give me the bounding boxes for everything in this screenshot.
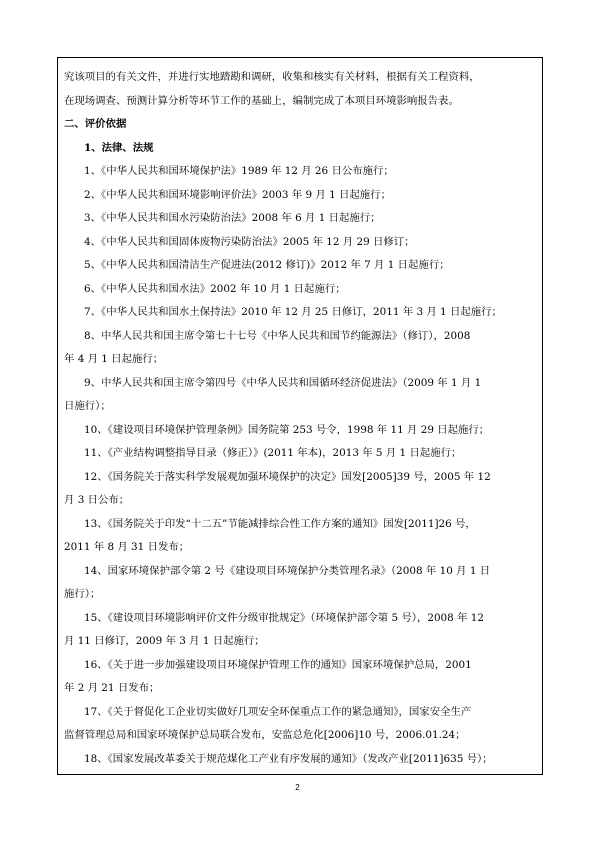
regulation-item-line-1: 8、中华人民共和国主席令第七十七号《中华人民共和国节约能源法》（修订），2008 bbox=[84, 329, 471, 342]
regulation-item bbox=[64, 207, 536, 231]
regulation-item-line-1: 13、《国务院关于印发“十二五”节能减排综合性工作方案的通知》国发[2011]26 号， bbox=[84, 517, 476, 530]
regulation-item-line-1: 10、《建设项目环境保护管理条例》国务院第 253 号令，1998 年 11 月 29 日起施行； bbox=[84, 423, 490, 436]
regulation-list bbox=[64, 160, 536, 771]
regulation-item-line-2: 月 3 日公布； bbox=[64, 494, 130, 506]
page-number: 2 bbox=[295, 783, 300, 792]
regulation-item bbox=[64, 654, 536, 701]
regulation-item-line-2: 日施行）； bbox=[64, 400, 111, 412]
regulation-item-line-1: 11、《产业结构调整指导目录（修正）》(2011 年本)，2013 年 5 月 1 日起施行； bbox=[84, 447, 462, 459]
regulation-item bbox=[64, 160, 536, 184]
regulation-item-line-1: 17、《关于督促化工企业切实做好几项安全环保重点工作的紧急通知》，国家安全生产 bbox=[84, 705, 472, 718]
regulation-item-line-2: 月 11 日修订，2009 年 3 月 1 日起施行； bbox=[64, 635, 265, 647]
regulation-item bbox=[64, 301, 536, 325]
regulation-item-line-1: 5、《中华人民共和国清洁生产促进法(2012 修订)》2012 年 7 月 1 日起施行； bbox=[84, 259, 450, 271]
regulation-item-line-1: 9、中华人民共和国主席令第四号《中华人民共和国循环经济促进法》（2009 年 1 月 1 bbox=[84, 376, 482, 389]
regulation-item-line-2: 施行）； bbox=[64, 588, 101, 600]
regulation-item-line-2: 监督管理总局和国家环境保护总局联合发布，安监总危化[2006]10 号，2006.01.24； bbox=[64, 729, 466, 741]
regulation-item-line-1: 14、国家环境保护部令第 2 号《建设项目环境保护分类管理名录》（2008 年 10 月 1 日 bbox=[84, 564, 491, 577]
regulation-item-line-1: 18、《国家发展改革委关于规范煤化工产业有序发展的通知》（发改产业[2011]635 号）； bbox=[84, 752, 493, 765]
regulation-item bbox=[64, 325, 536, 372]
regulation-item-line-1: 3、《中华人民共和国水污染防治法》2008 年 6 月 1 日起施行； bbox=[84, 212, 381, 224]
document-content bbox=[64, 66, 536, 771]
regulation-item-line-2: 2011 年 8 月 31 日发布； bbox=[64, 541, 190, 553]
intro-line-1: 究该项目的有关文件，并进行实地踏勘和调研，收集和核实有关材料，根据有关工程资料， bbox=[64, 71, 480, 83]
regulation-item bbox=[64, 231, 536, 255]
regulation-item-line-2: 年 2 月 21 日发布； bbox=[64, 682, 160, 694]
regulation-item bbox=[64, 748, 536, 772]
regulation-item bbox=[64, 254, 536, 278]
regulation-item bbox=[64, 560, 536, 607]
regulation-item bbox=[64, 184, 536, 208]
regulation-item bbox=[64, 442, 536, 466]
regulation-item-line-1: 6、《中华人民共和国水法》2002 年 10 月 1 日起施行； bbox=[84, 282, 346, 295]
regulation-item bbox=[64, 466, 536, 513]
regulation-item bbox=[64, 607, 536, 654]
regulation-item bbox=[64, 513, 536, 560]
regulation-item-line-2: 年 4 月 1 日起施行； bbox=[64, 353, 164, 365]
regulation-item bbox=[64, 278, 536, 302]
regulation-item-line-1: 4、《中华人民共和国固体废物污染防治法》2005 年 12 月 29 日修订； bbox=[84, 235, 415, 248]
regulation-item-line-1: 2、《中华人民共和国环境影响评价法》2003 年 9 月 1 日起施行； bbox=[84, 188, 391, 201]
subsection-title: 1、法律、法规 bbox=[84, 141, 154, 154]
intro-line-2: 在现场调查、预测计算分析等环节工作的基础上，编制完成了本项目环境影响报告表。 bbox=[64, 94, 459, 107]
regulation-item bbox=[64, 701, 536, 748]
regulation-item-line-1: 1、《中华人民共和国环境保护法》1989 年 12 月 26 日公布施行； bbox=[84, 165, 394, 177]
section-title: 二、评价依据 bbox=[64, 118, 127, 130]
regulation-item bbox=[64, 372, 536, 419]
regulation-item bbox=[64, 419, 536, 443]
regulation-item-line-1: 15、《建设项目环境影响评价文件分级审批规定》（环境保护部令第 5 号），2008 年 12 bbox=[84, 611, 484, 624]
document-frame bbox=[57, 57, 543, 775]
regulation-item-line-1: 16、《关于进一步加强建设项目环境保护管理工作的通知》国家环境保护总局，2001 bbox=[84, 658, 472, 671]
regulation-item-line-1: 12、《国务院关于落实科学发展观加强环境保护的决定》国发[2005]39 号，2005 年 12 bbox=[84, 470, 491, 483]
regulation-item-line-1: 7、《中华人民共和国水土保持法》2010 年 12 月 25 日修订，2011 年 3 月 1 日起施行； bbox=[84, 306, 502, 318]
